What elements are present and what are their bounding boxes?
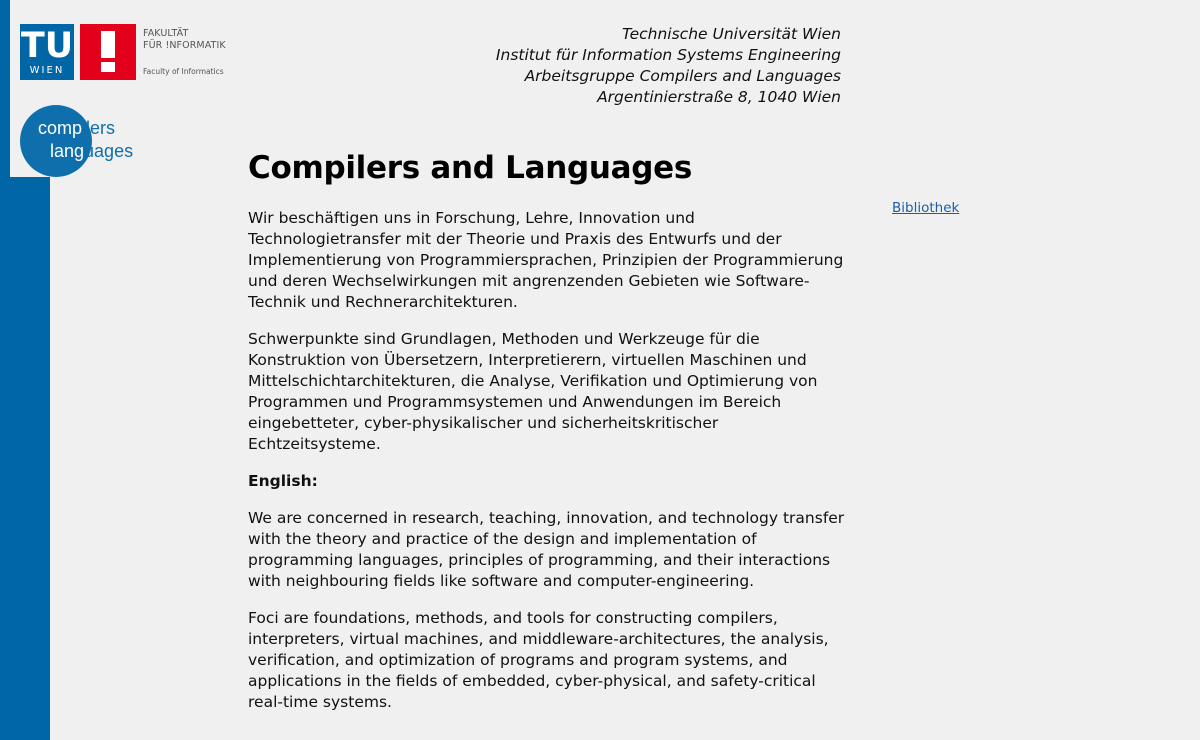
tu-logo-text: TU [20,26,74,66]
paragraph-en-focus: Foci are foundations, methods, and tools for constructing compilers, interpreters, virtual machines, and middleware-architectures, the analysis, verification, and optimization of programs and program systems, and applications in the fields of embedded, cyber-physical, and safety-critical real-time systems. [248,609,829,711]
faculty-name-de [143,28,226,52]
bibliothek-link[interactable]: Bibliothek [892,200,960,216]
faculty-name-line2: FÜR !NFORMATIK [143,40,226,51]
logo-word-compilers-part2: ilers [82,118,116,138]
wien-logo-text: WIEN [29,65,65,76]
english-heading: English: [248,472,318,490]
faculty-name-line1: FAKULTÄT [143,28,189,39]
tu-wien-logo[interactable] [20,24,74,80]
informatics-logo[interactable] [80,24,136,80]
address-line-university: Technische Universität Wien [622,25,841,43]
paragraph-en-intro: We are concerned in research, teaching, innovation, and technology transfer with the theory and practice of the design and implementation of programming languages, principles of programming, and their interactions with neighbouring fields like software and computer-engineering. [248,509,845,590]
faculty-name-en: Faculty of Informatics [143,67,224,76]
address-line-group: Arbeitsgruppe Compilers and Languages [524,67,841,85]
main-content [248,148,848,729]
paragraph-de-intro: Wir beschäftigen uns in Forschung, Lehre, Innovation und Technologietransfer mit der Theorie und Praxis des Entwurfs und der Implementierung von Programmiersprachen, Prinzipien der Programmierung und deren Wechselwirkungen mit angrenzenden Gebieten wie Software- Technik und Rechnerarchitekturen. [248,209,844,311]
exclamation-icon-bar [101,31,115,58]
logo-word-languages-part2: uages [84,141,134,161]
logo-word-languages [50,141,170,163]
logo-word-languages-part1: lang [50,141,85,161]
logo-word-compilers [38,118,158,140]
exclamation-icon-dot [101,62,115,72]
address-line-street: Argentinierstraße 8, 1040 Wien [597,88,841,106]
institution-address [496,24,841,108]
address-line-institute: Institut für Information Systems Engineering [495,46,841,64]
paragraph-de-focus: Schwerpunkte sind Grundlagen, Methoden und Werkzeuge für die Konstruktion von Übersetzern, Interpretierern, virtuellen Maschinen und Mittelschichtarchitekturen, die Analyse, Verifikation und Optimierung von Programmen und Programmsystemen und Anwendungen im Bereich eingebetteter, cyber-physikalischer und sicherheitskritischer Echtzeitsysteme. [248,330,818,453]
logo-word-compilers-part1: comp [38,118,83,138]
page-title: Compilers and Languages [248,150,693,186]
